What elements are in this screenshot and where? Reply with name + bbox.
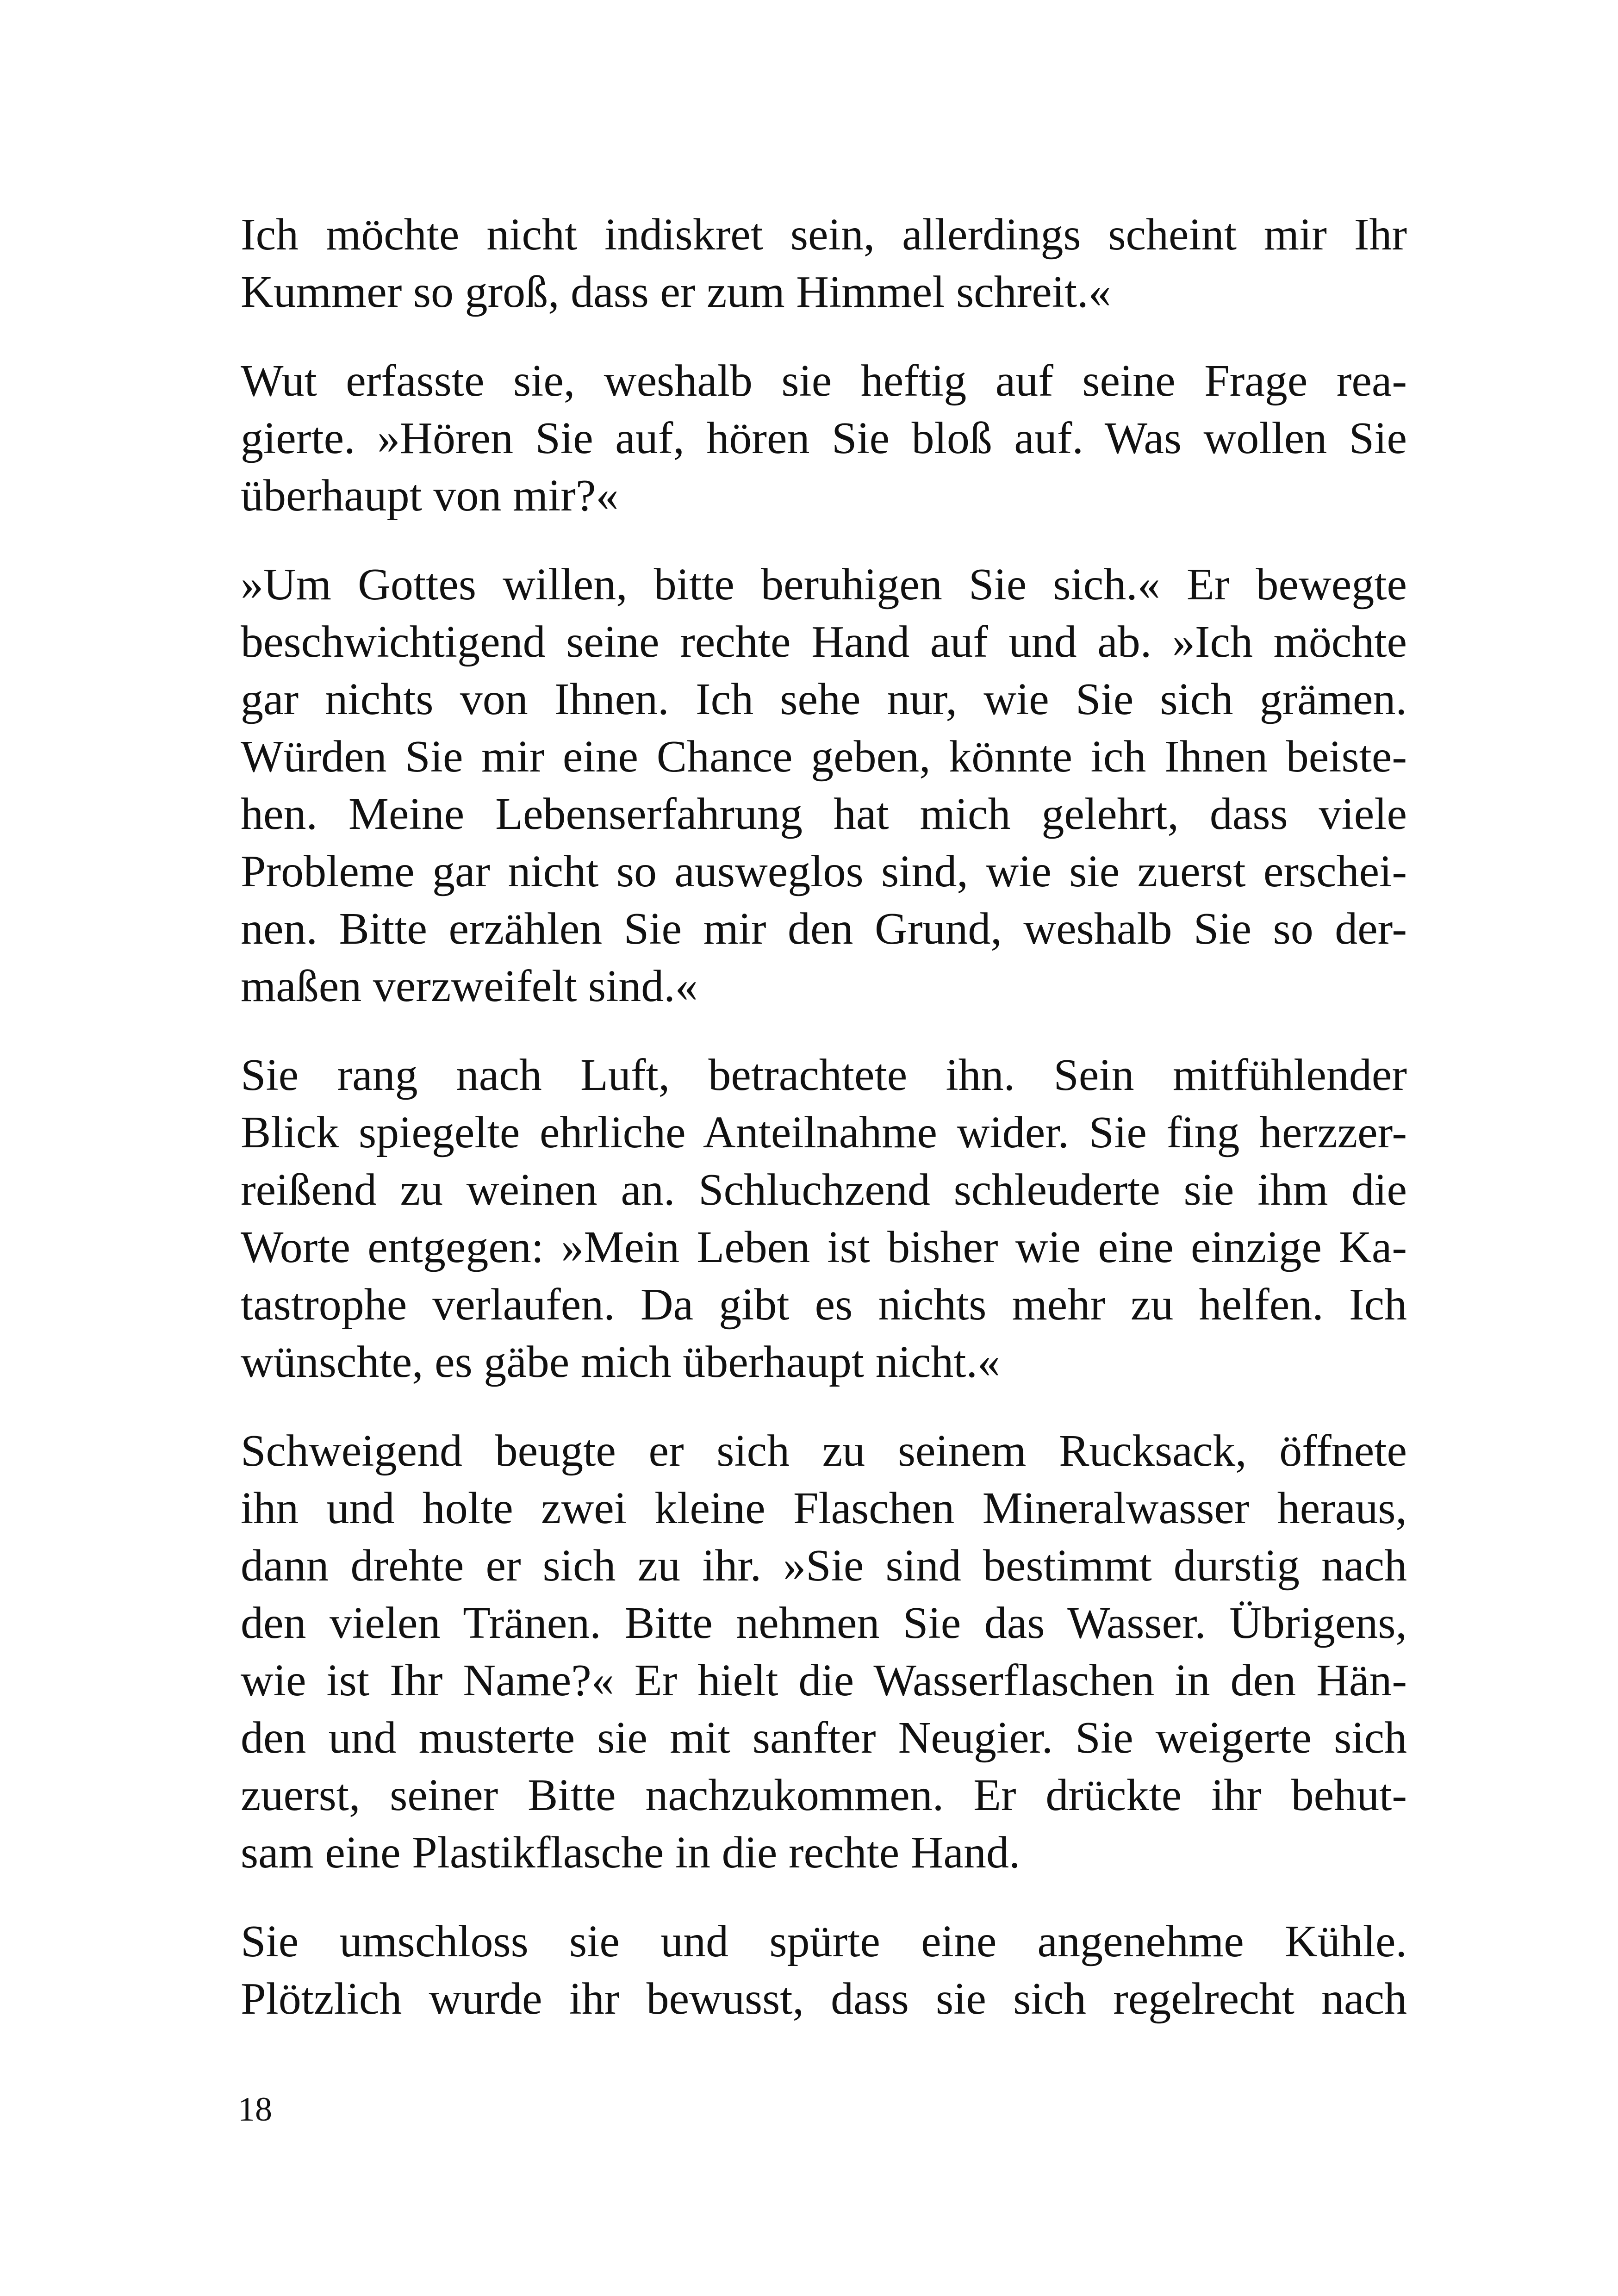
paragraph [189,1913,1407,2028]
text-line: Blick spiegelte ehrliche Anteilnahme wider. Sie fing herzzer- [241,1108,1407,1157]
text-line: Kummer so groß, dass er zum Himmel schreit.« [241,267,1111,317]
text-line: überhaupt von mir?« [241,471,619,521]
paragraph [189,1422,1407,1881]
paragraph [189,556,1407,1015]
text-line: maßen verzweifelt sind.« [241,961,698,1011]
text-line: reißend zu weinen an. Schluchzend schleuderte sie ihm die [241,1165,1407,1215]
text-line: sam eine Plastikflasche in die rechte Hand. [241,1828,1021,1878]
text-line: Plötzlich wurde ihr bewusst, dass sie sich regelrecht nach [241,1974,1407,2024]
text-line: Ich möchte nicht indiskret sein, allerdings scheint mir Ihr [241,210,1407,260]
text-line: wünschte, es gäbe mich überhaupt nicht.« [241,1337,1001,1387]
paragraph [189,352,1407,524]
text-line: den vielen Tränen. Bitte nehmen Sie das Wasser. Übrigens, [241,1598,1407,1648]
text-line: Schweigend beugte er sich zu seinem Rucksack, öffnete [241,1426,1407,1476]
text-line: Sie umschloss sie und spürte eine angenehme Kühle. [241,1916,1407,1966]
text-line: Würden Sie mir eine Chance geben, könnte ich Ihnen beiste- [241,732,1407,782]
paragraph [189,206,1407,321]
text-line: dann drehte er sich zu ihr. »Sie sind bestimmt durstig nach [241,1541,1407,1591]
text-line: Sie rang nach Luft, betrachtete ihn. Sein mitfühlender [241,1050,1407,1100]
text-line: zuerst, seiner Bitte nachzukommen. Er drückte ihr behut- [241,1770,1407,1820]
text-line: gierte. »Hören Sie auf, hören Sie bloß auf. Was wollen Sie [241,413,1407,463]
text-line: Wut erfasste sie, weshalb sie heftig auf seine Frage rea- [241,356,1407,406]
text-line: gar nichts von Ihnen. Ich sehe nur, wie Sie sich grämen. [241,674,1407,724]
paragraph [189,1046,1407,1391]
text-line: nen. Bitte erzählen Sie mir den Grund, weshalb Sie so der- [241,904,1407,954]
text-line: ihn und holte zwei kleine Flaschen Mineralwasser heraus, [241,1483,1407,1533]
body-text [189,206,1407,2059]
text-line: tastrophe verlaufen. Da gibt es nichts mehr zu helfen. Ich [241,1280,1407,1330]
page-number: 18 [238,2091,272,2128]
text-line: beschwichtigend seine rechte Hand auf und ab. »Ich möchte [241,617,1407,667]
text-line: den und musterte sie mit sanfter Neugier. Sie weigerte sich [241,1713,1407,1763]
text-line: »Um Gottes willen, bitte beruhigen Sie sich.« Er bewegte [241,560,1407,610]
text-line: Worte entgegen: »Mein Leben ist bisher wie eine einzige Ka- [241,1222,1407,1272]
text-line: hen. Meine Lebenserfahrung hat mich gelehrt, dass viele [241,789,1407,839]
text-line: Probleme gar nicht so ausweglos sind, wie sie zuerst erschei- [241,846,1407,896]
text-line: wie ist Ihr Name?« Er hielt die Wasserflaschen in den Hän- [241,1655,1407,1705]
